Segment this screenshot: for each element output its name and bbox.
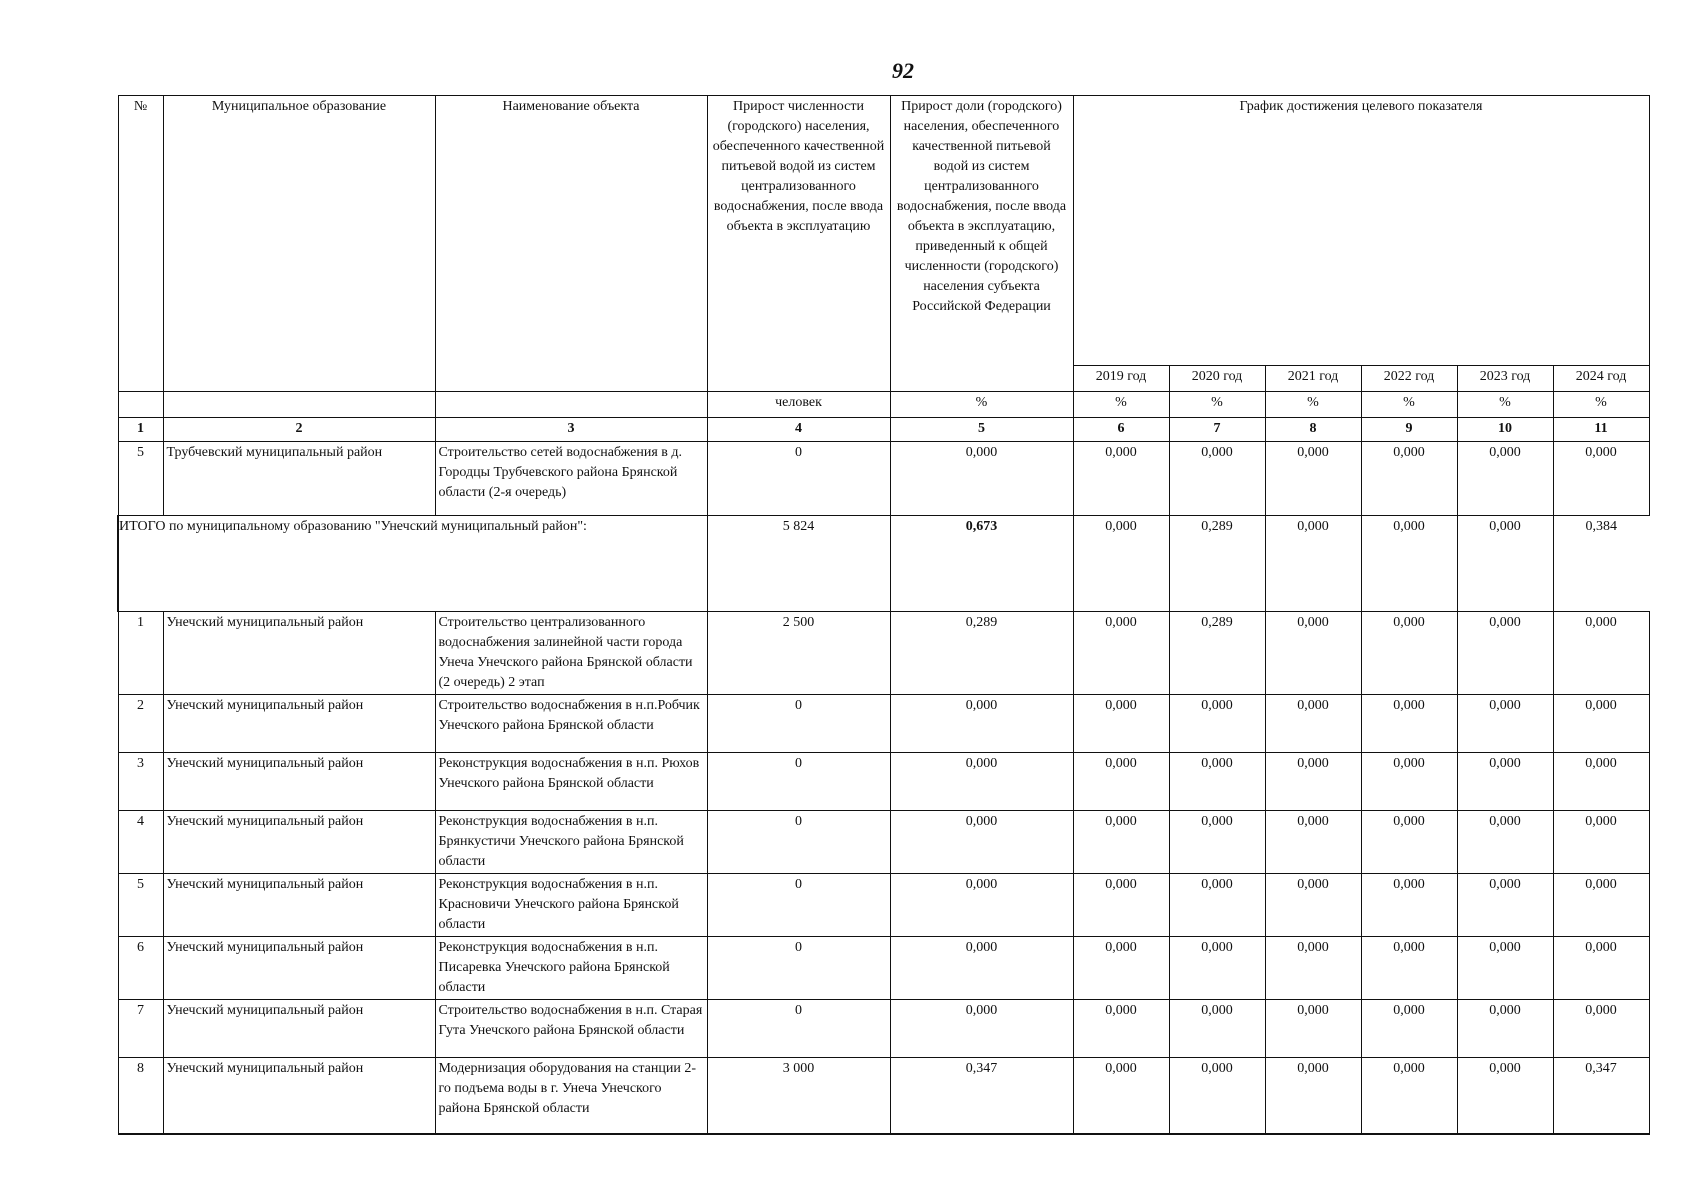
row-year-value: 0,000: [1265, 612, 1361, 695]
table-row: [118, 612, 1649, 695]
row-object: Реконструкция водоснабжения в н.п. Рюхов Унечского района Брянской области: [435, 753, 707, 811]
unit-percent: %: [1457, 392, 1553, 418]
row-year-value: 0,000: [1457, 695, 1553, 753]
row-object: Реконструкция водоснабжения в н.п. Красновичи Унечского района Брянской области: [435, 874, 707, 937]
unit-percent: %: [1553, 392, 1649, 418]
row-year-value: 0,000: [1169, 442, 1265, 516]
col-number: 2: [163, 418, 435, 442]
row-year-value: 0,000: [1169, 1058, 1265, 1134]
row-year-value: 0,000: [1265, 753, 1361, 811]
col-number: 6: [1073, 418, 1169, 442]
row-year-value: 0,000: [1457, 753, 1553, 811]
unit-percent: %: [1073, 392, 1169, 418]
row-year-value: 0,000: [1265, 1058, 1361, 1134]
year-2024: 2024 год: [1553, 366, 1649, 392]
header-growth-share: Прирост доли (городского) населения, обеспеченного качественной питьевой водой из систем централизованного водоснабжения, после ввода объекта в эксплуатацию, приведенный к общей численности (городского) населения субъекта Российской Федерации: [890, 96, 1073, 392]
targets-table: [117, 95, 1650, 1135]
row-no: 1: [118, 612, 163, 695]
row-no: 4: [118, 811, 163, 874]
row-people: 0: [707, 874, 890, 937]
row-no: 5: [118, 442, 163, 516]
row-year-value: 0,000: [1361, 753, 1457, 811]
row-year-value: 0,000: [1553, 874, 1649, 937]
table-row: [118, 1058, 1649, 1134]
row-year-value: 0,000: [1553, 753, 1649, 811]
unit-percent: %: [1361, 392, 1457, 418]
total-year-value: 0,000: [1457, 516, 1553, 612]
row-year-value: 0,000: [1553, 937, 1649, 1000]
total-year-value: 0,000: [1265, 516, 1361, 612]
row-people: 2 500: [707, 612, 890, 695]
row-year-value: 0,000: [1361, 811, 1457, 874]
row-year-value: 0,000: [1361, 874, 1457, 937]
row-year-value: 0,000: [1553, 811, 1649, 874]
row-year-value: 0,000: [1457, 1058, 1553, 1134]
row-share: 0,289: [890, 612, 1073, 695]
row-object: Реконструкция водоснабжения в н.п. Брянкустичи Унечского района Брянской области: [435, 811, 707, 874]
row-no: 2: [118, 695, 163, 753]
header-municipality: Муниципальное образование: [163, 96, 435, 392]
table-row: [118, 874, 1649, 937]
total-people: 5 824: [707, 516, 890, 612]
row-year-value: 0,000: [1457, 874, 1553, 937]
row-municipality: Трубчевский муниципальный район: [163, 442, 435, 516]
row-year-value: 0,000: [1073, 811, 1169, 874]
row-municipality: Унечский муниципальный район: [163, 695, 435, 753]
row-share: 0,000: [890, 937, 1073, 1000]
year-2023: 2023 год: [1457, 366, 1553, 392]
column-numbers-row: [118, 418, 1649, 442]
row-year-value: 0,000: [1265, 1000, 1361, 1058]
header-growth-population: Прирост численности (городского) населения, обеспеченного качественной питьевой водой из систем централизованного водоснабжения, после ввода объекта в эксплуатацию: [707, 96, 890, 392]
row-year-value: 0,000: [1265, 695, 1361, 753]
col-number: 11: [1553, 418, 1649, 442]
row-people: 0: [707, 937, 890, 1000]
row-share: 0,000: [890, 811, 1073, 874]
row-municipality: Унечский муниципальный район: [163, 1058, 435, 1134]
row-share: 0,000: [890, 1000, 1073, 1058]
row-year-value: 0,289: [1169, 612, 1265, 695]
row-year-value: 0,000: [1361, 442, 1457, 516]
row-municipality: Унечский муниципальный район: [163, 874, 435, 937]
row-year-value: 0,000: [1169, 811, 1265, 874]
col-number: 9: [1361, 418, 1457, 442]
total-share: 0,673: [890, 516, 1073, 612]
total-year-value: 0,289: [1169, 516, 1265, 612]
col-number: 4: [707, 418, 890, 442]
total-year-value: 0,000: [1073, 516, 1169, 612]
row-no: 6: [118, 937, 163, 1000]
row-year-value: 0,000: [1169, 874, 1265, 937]
row-share: 0,000: [890, 695, 1073, 753]
row-share: 0,000: [890, 753, 1073, 811]
col-number: 5: [890, 418, 1073, 442]
header-object: Наименование объекта: [435, 96, 707, 392]
row-year-value: 0,347: [1553, 1058, 1649, 1134]
row-year-value: 0,000: [1553, 442, 1649, 516]
row-year-value: 0,000: [1073, 612, 1169, 695]
row-object: Строительство централизованного водоснабжения залинейной части города Унеча Унечского района Брянской области (2 очередь) 2 этап: [435, 612, 707, 695]
row-year-value: 0,000: [1073, 442, 1169, 516]
total-row: [118, 516, 1649, 612]
row-object: Строительство водоснабжения в н.п. Старая Гута Унечского района Брянской области: [435, 1000, 707, 1058]
row-year-value: 0,000: [1553, 1000, 1649, 1058]
year-2020: 2020 год: [1169, 366, 1265, 392]
row-people: 3 000: [707, 1058, 890, 1134]
row-people: 0: [707, 753, 890, 811]
row-year-value: 0,000: [1073, 1000, 1169, 1058]
row-share: 0,000: [890, 874, 1073, 937]
total-year-value: 0,000: [1361, 516, 1457, 612]
row-no: 5: [118, 874, 163, 937]
row-year-value: 0,000: [1265, 811, 1361, 874]
row-year-value: 0,000: [1457, 1000, 1553, 1058]
unit-percent: %: [1265, 392, 1361, 418]
year-2022: 2022 год: [1361, 366, 1457, 392]
row-no: 3: [118, 753, 163, 811]
header-row: [118, 96, 1649, 366]
row-year-value: 0,000: [1169, 937, 1265, 1000]
row-object: Строительство водоснабжения в н.п.Робчик Унечского района Брянской области: [435, 695, 707, 753]
row-year-value: 0,000: [1361, 1058, 1457, 1134]
col-number: 10: [1457, 418, 1553, 442]
row-year-value: 0,000: [1169, 695, 1265, 753]
col-number: 8: [1265, 418, 1361, 442]
row-people: 0: [707, 442, 890, 516]
row-municipality: Унечский муниципальный район: [163, 753, 435, 811]
row-people: 0: [707, 811, 890, 874]
row-municipality: Унечский муниципальный район: [163, 1000, 435, 1058]
row-year-value: 0,000: [1169, 753, 1265, 811]
row-municipality: Унечский муниципальный район: [163, 612, 435, 695]
row-year-value: 0,000: [1457, 612, 1553, 695]
row-object: Строительство сетей водоснабжения в д. Городцы Трубчевского района Брянской области (2-я очередь): [435, 442, 707, 516]
row-municipality: Унечский муниципальный район: [163, 937, 435, 1000]
table-row: [118, 442, 1649, 516]
year-2019: 2019 год: [1073, 366, 1169, 392]
row-municipality: Унечский муниципальный район: [163, 811, 435, 874]
col-number: 3: [435, 418, 707, 442]
row-year-value: 0,000: [1361, 1000, 1457, 1058]
row-no: 7: [118, 1000, 163, 1058]
units-row: [118, 392, 1649, 418]
row-year-value: 0,000: [1361, 937, 1457, 1000]
row-object: Модернизация оборудования на станции 2-го подъема воды в г. Унеча Унечского района Брянской области: [435, 1058, 707, 1134]
table-row: [118, 811, 1649, 874]
row-year-value: 0,000: [1361, 695, 1457, 753]
row-year-value: 0,000: [1073, 937, 1169, 1000]
col-number: 1: [118, 418, 163, 442]
row-year-value: 0,000: [1361, 612, 1457, 695]
row-year-value: 0,000: [1265, 442, 1361, 516]
table-row: [118, 1000, 1649, 1058]
row-year-value: 0,000: [1457, 442, 1553, 516]
row-year-value: 0,000: [1553, 695, 1649, 753]
table-row: [118, 753, 1649, 811]
row-year-value: 0,000: [1169, 1000, 1265, 1058]
unit-percent: %: [1169, 392, 1265, 418]
col-number: 7: [1169, 418, 1265, 442]
row-people: 0: [707, 695, 890, 753]
row-year-value: 0,000: [1073, 753, 1169, 811]
row-people: 0: [707, 1000, 890, 1058]
row-year-value: 0,000: [1265, 937, 1361, 1000]
header-schedule: График достижения целевого показателя: [1073, 96, 1649, 366]
total-label: ИТОГО по муниципальному образованию "Унечский муниципальный район":: [118, 516, 707, 612]
table-row: [118, 937, 1649, 1000]
year-2021: 2021 год: [1265, 366, 1361, 392]
row-year-value: 0,000: [1265, 874, 1361, 937]
row-year-value: 0,000: [1553, 612, 1649, 695]
row-object: Реконструкция водоснабжения в н.п. Писаревка Унечского района Брянской области: [435, 937, 707, 1000]
table-row: [118, 695, 1649, 753]
row-share: 0,000: [890, 442, 1073, 516]
row-year-value: 0,000: [1073, 874, 1169, 937]
header-no: №: [118, 96, 163, 392]
page-number: 92: [892, 58, 914, 83]
row-year-value: 0,000: [1073, 695, 1169, 753]
row-share: 0,347: [890, 1058, 1073, 1134]
total-year-value: 0,384: [1553, 516, 1649, 612]
unit-percent: %: [890, 392, 1073, 418]
row-year-value: 0,000: [1457, 811, 1553, 874]
row-no: 8: [118, 1058, 163, 1134]
row-year-value: 0,000: [1457, 937, 1553, 1000]
row-year-value: 0,000: [1073, 1058, 1169, 1134]
unit-people: человек: [707, 392, 890, 418]
